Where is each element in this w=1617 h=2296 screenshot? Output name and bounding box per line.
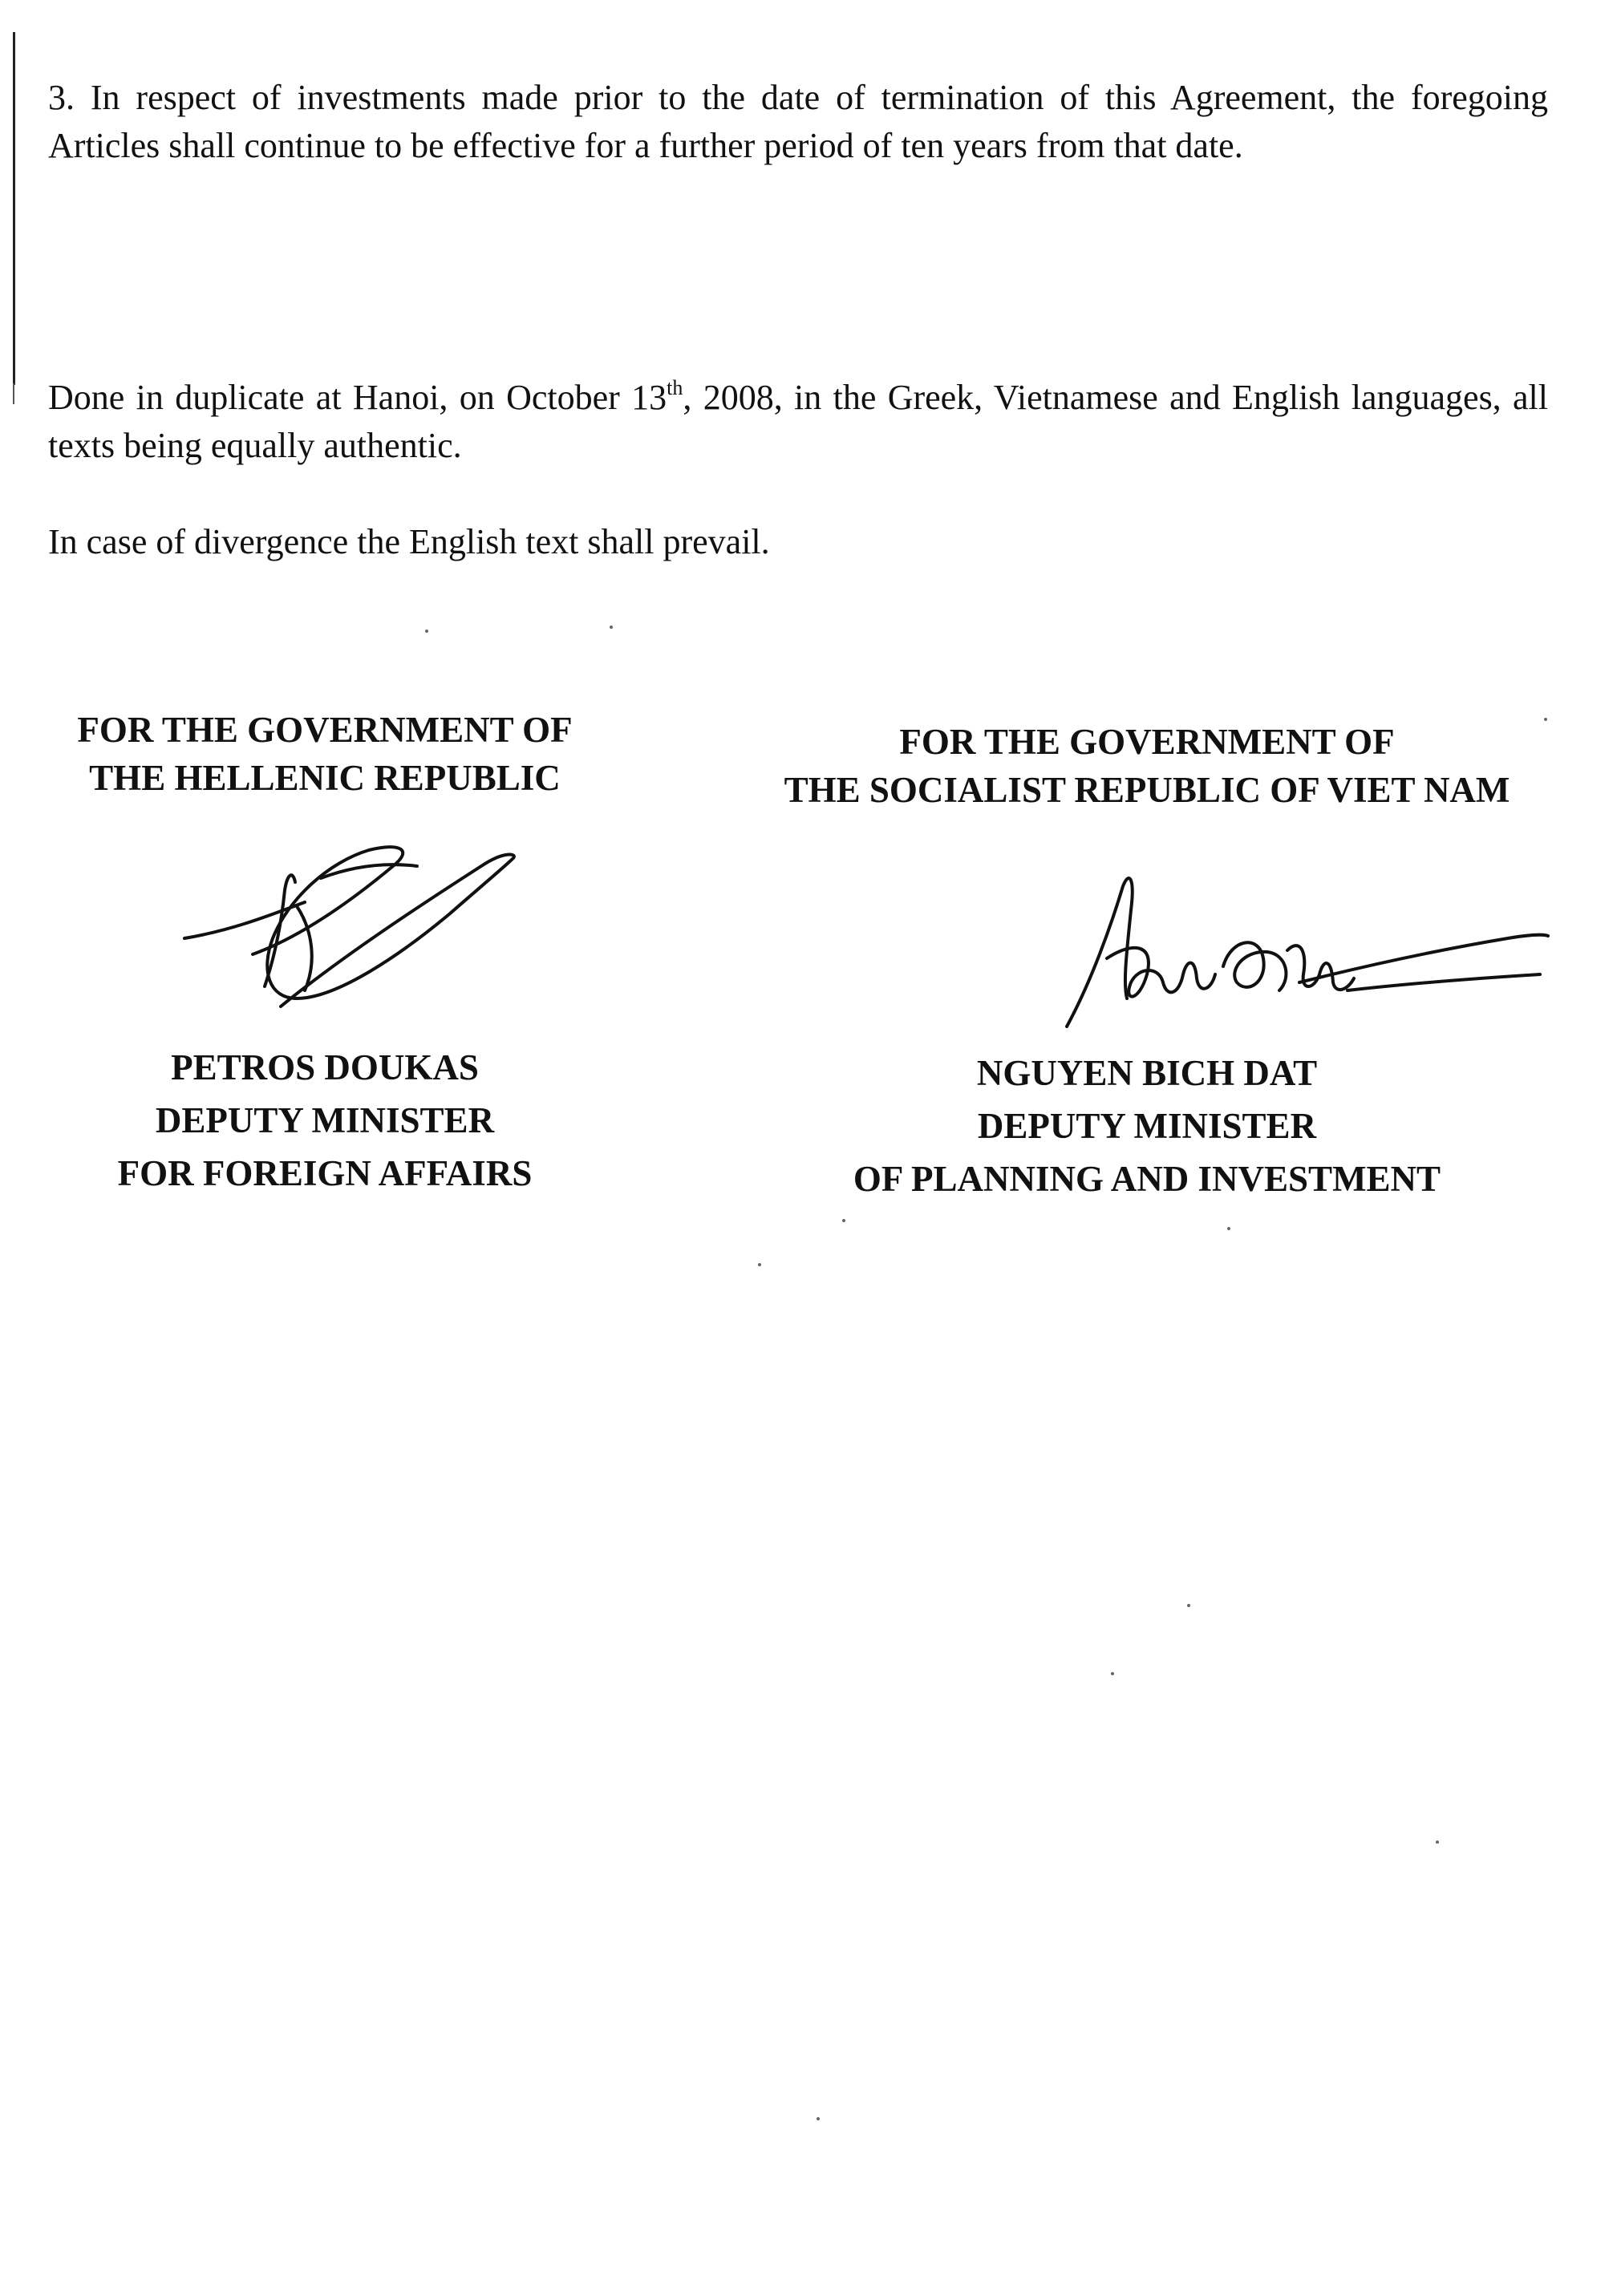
scan-speck [1227,1227,1230,1230]
greek-signatory-block [32,1041,618,1200]
viet-signature-stroke [1107,948,1215,997]
greek-signer-title-line2: FOR FOREIGN AFFAIRS [117,1153,533,1193]
viet-signature-stroke [1223,942,1286,990]
scan-speck [1187,1604,1190,1607]
greek-signature-image [160,818,529,1035]
scan-speck [758,1263,761,1266]
greek-heading-line2: THE HELLENIC REPUBLIC [89,758,561,798]
scan-speck [1436,1840,1439,1844]
paragraph-done-in-duplicate [48,374,1548,470]
paragraph-termination-clause: 3. In respect of investments made prior to the date of termination of this Agreement, the foregoing Articles shall continue to be effective for a further period of ten years from that date. [48,78,1548,165]
viet-heading-line2: THE SOCIALIST REPUBLIC OF VIET NAM [784,770,1510,810]
viet-government-heading [722,718,1572,814]
margin-tick [13,383,14,404]
scan-speck [842,1219,845,1222]
scan-speck [817,2117,820,2120]
greek-signature-stroke [265,875,295,986]
viet-signature-stroke [1067,878,1133,1027]
done-text-start: Done in duplicate at Hanoi, on October 13 [48,378,667,417]
done-text-end: , 2008, in the Greek, Vietnamese and English languages, all texts being equally authentic. [48,378,1548,465]
scan-speck [1111,1672,1114,1675]
margin-rule [13,32,15,385]
paragraph-divergence: In case of divergence the English text shall prevail. [48,522,770,561]
greek-heading-line1: FOR THE GOVERNMENT OF [77,710,573,750]
greek-signer-title-line1: DEPUTY MINISTER [155,1100,495,1140]
viet-signer-title-line1: DEPUTY MINISTER [977,1106,1317,1146]
greek-signature-stroke [184,902,305,938]
viet-heading-line1: FOR THE GOVERNMENT OF [899,722,1395,762]
greek-signer-name: PETROS DOUKAS [171,1047,479,1087]
scan-speck [1544,718,1547,721]
scan-speck [425,630,428,633]
viet-signer-name: NGUYEN BICH DAT [976,1053,1318,1093]
viet-signatory-block [722,1047,1572,1205]
viet-signature-stroke [1348,974,1540,990]
viet-signature-image [1059,862,1556,1047]
viet-signer-title-line2: OF PLANNING AND INVESTMENT [853,1159,1441,1199]
viet-signature-stroke [1287,946,1354,990]
scan-speck [610,626,613,629]
ordinal-suffix: th [667,376,683,399]
greek-government-heading [32,706,618,802]
greek-signature-stroke [297,906,312,990]
greek-signature-stroke [253,847,514,1006]
